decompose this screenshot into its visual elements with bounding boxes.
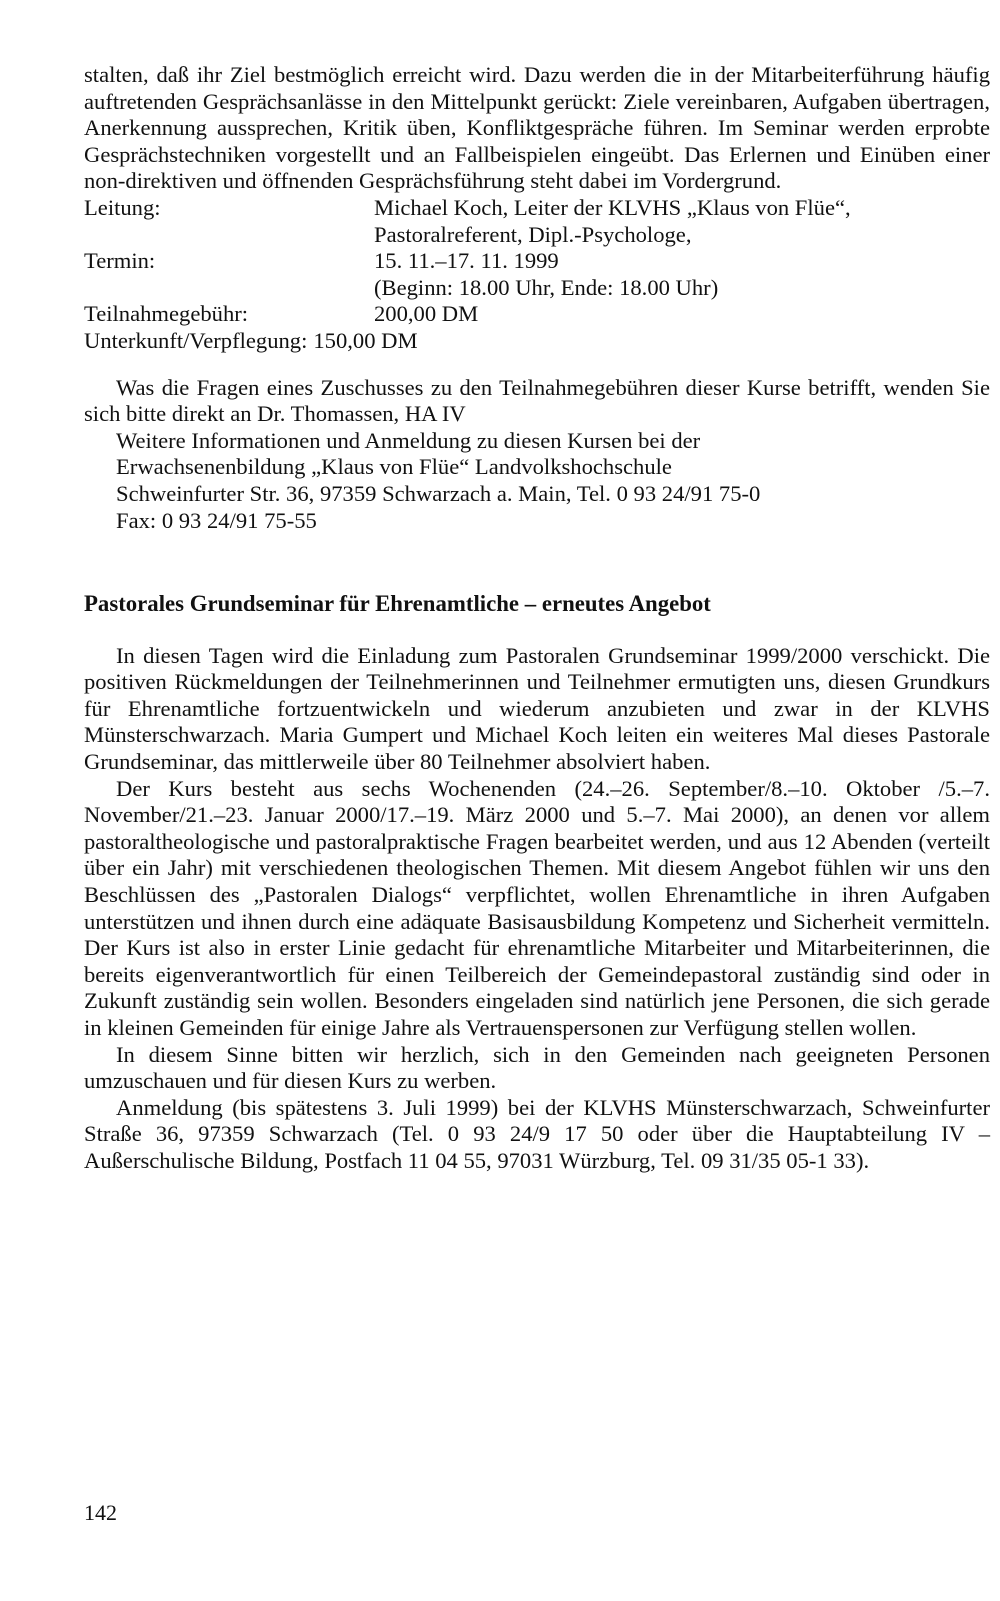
page-number: 142: [84, 1500, 117, 1525]
intro-paragraph: stalten, daß ihr Ziel bestmöglich erreicht wird. Dazu werden die in der Mitarbeiterführung häufig auftretenden Gesprächsanlässe in den Mittelpunkt gerückt: Ziele vereinbaren, Aufgaben übertragen, Anerkennung aussprechen, Kritik üben, Konfliktgespräche führen. Im Seminar werden erprobte Gesprächstechniken vorgestellt und an Fallbeispielen eingeübt. Das Erlernen und Einüben einer non-direktiven und öffnenden Gesprächsführung steht dabei im Vordergrund.: [84, 62, 990, 194]
zuschuss-paragraph: Was die Fragen eines Zuschusses zu den Teilnahmegebühren dieser Kurse betrifft, wenden Sie sich bitte direkt an Dr. Thomassen, HA IV: [84, 374, 990, 427]
termin-label: Termin:: [84, 248, 156, 274]
section-paragraph-2: Der Kurs besteht aus sechs Wochenenden (24.–26. September/8.–10. Oktober /5.–7. November/21.–23. Januar 2000/17.–19. März 2000 und 5.–7. Mai 2000), an denen vor allem pastoraltheologische und pastoralpraktische Fragen bearbeitet werden, und aus 12 Abenden (verteilt über ein Jahr) mit verschiedenen theologischen Themen. Mit diesem Angebot fühlen wir uns den Beschlüssen des „Pastoralen Dialogs“ verpflichtet, wollen Ehrenamtliche in ihren Aufgaben unterstützen und ihnen durch eine adäquate Basisausbildung Kompetenz und Sicherheit vermitteln. Der Kurs ist also in erster Linie gedacht für ehrenamtliche Mitarbeiter und Mitarbeiterinnen, die bereits eigenverantwortlich für einen Teilbereich der Gemeindepastoral zuständig sind oder in Zukunft zuständig sein wollen. Besonders eingeladen sind natürlich jene Personen, die sich gerade in kleinen Gemeinden für einige Jahre als Vertrauenspersonen zur Verfügung stellen wollen.: [84, 775, 990, 1040]
leitung-label: Leitung:: [84, 194, 161, 220]
gebuehr-value: 200,00 DM: [374, 301, 479, 327]
leitung-row: [84, 195, 990, 222]
unterkunft-label: Unterkunft/Verpflegung:: [84, 327, 308, 353]
info-line-1: Weitere Informationen und Anmeldung zu diesen Kursen bei der: [116, 427, 701, 453]
leitung-value: Michael Koch, Leiter der KLVHS „Klaus von Flüe“,: [374, 194, 851, 220]
info-line-2: Erwachsenenbildung „Klaus von Flüe“ Landvolkshochschule: [116, 454, 672, 480]
termin-value: 15. 11.–17. 11. 1999: [374, 248, 559, 274]
termin-row: [84, 248, 990, 275]
section-paragraph-1: In diesen Tagen wird die Einladung zum Pastoralen Grundseminar 1999/2000 verschickt. Die positiven Rückmeldungen der Teilnehmerinnen und Teilnehmer ermutigten uns, diesen Grundkurs für Ehrenamtliche fortzuentwickeln und wiederum anzubieten und zwar in der KLVHS Münsterschwarzach. Maria Gumpert und Michael Koch leiten ein weiteres Mal dieses Pastorale Grundseminar, das mittlerweile über 80 Teilnehmer absolviert haben.: [84, 642, 990, 775]
info-line-3: Schweinfurter Str. 36, 97359 Schwarzach a. Main, Tel. 0 93 24/91 75-0: [116, 480, 761, 506]
section-paragraph-3: In diesem Sinne bitten wir herzlich, sich in den Gemeinden nach geeigneten Personen umzuschauen und für diesen Kurs zu werben.: [84, 1041, 990, 1094]
unterkunft-row: [84, 328, 990, 355]
course-details: [84, 195, 990, 355]
leitung-value-2: Pastoralreferent, Dipl.-Psychologe,: [374, 221, 692, 247]
gebuehr-label: Teilnahmegebühr:: [84, 301, 249, 327]
unterkunft-value: 150,00 DM: [313, 327, 418, 353]
termin-value-2: (Beginn: 18.00 Uhr, Ende: 18.00 Uhr): [374, 274, 719, 300]
termin-row-2: [84, 275, 990, 302]
section-paragraph-4: Anmeldung (bis spätestens 3. Juli 1999) bei der KLVHS Münsterschwarzach, Schweinfurter Straße 36, 97359 Schwarzach (Tel. 0 93 24/9 17 50 oder über die Hauptabteilung IV – Außerschulische Bildung, Postfach 11 04 55, 97031 Würzburg, Tel. 09 31/35 05-1 33).: [84, 1094, 990, 1173]
document-page: [84, 62, 990, 1175]
section-heading: Pastorales Grundseminar für Ehrenamtliche – erneutes Angebot: [84, 591, 711, 617]
leitung-row-2: [84, 222, 990, 249]
gebuehr-row: [84, 301, 990, 328]
info-line-4: Fax: 0 93 24/91 75-55: [116, 507, 317, 533]
info-block: [84, 375, 990, 535]
